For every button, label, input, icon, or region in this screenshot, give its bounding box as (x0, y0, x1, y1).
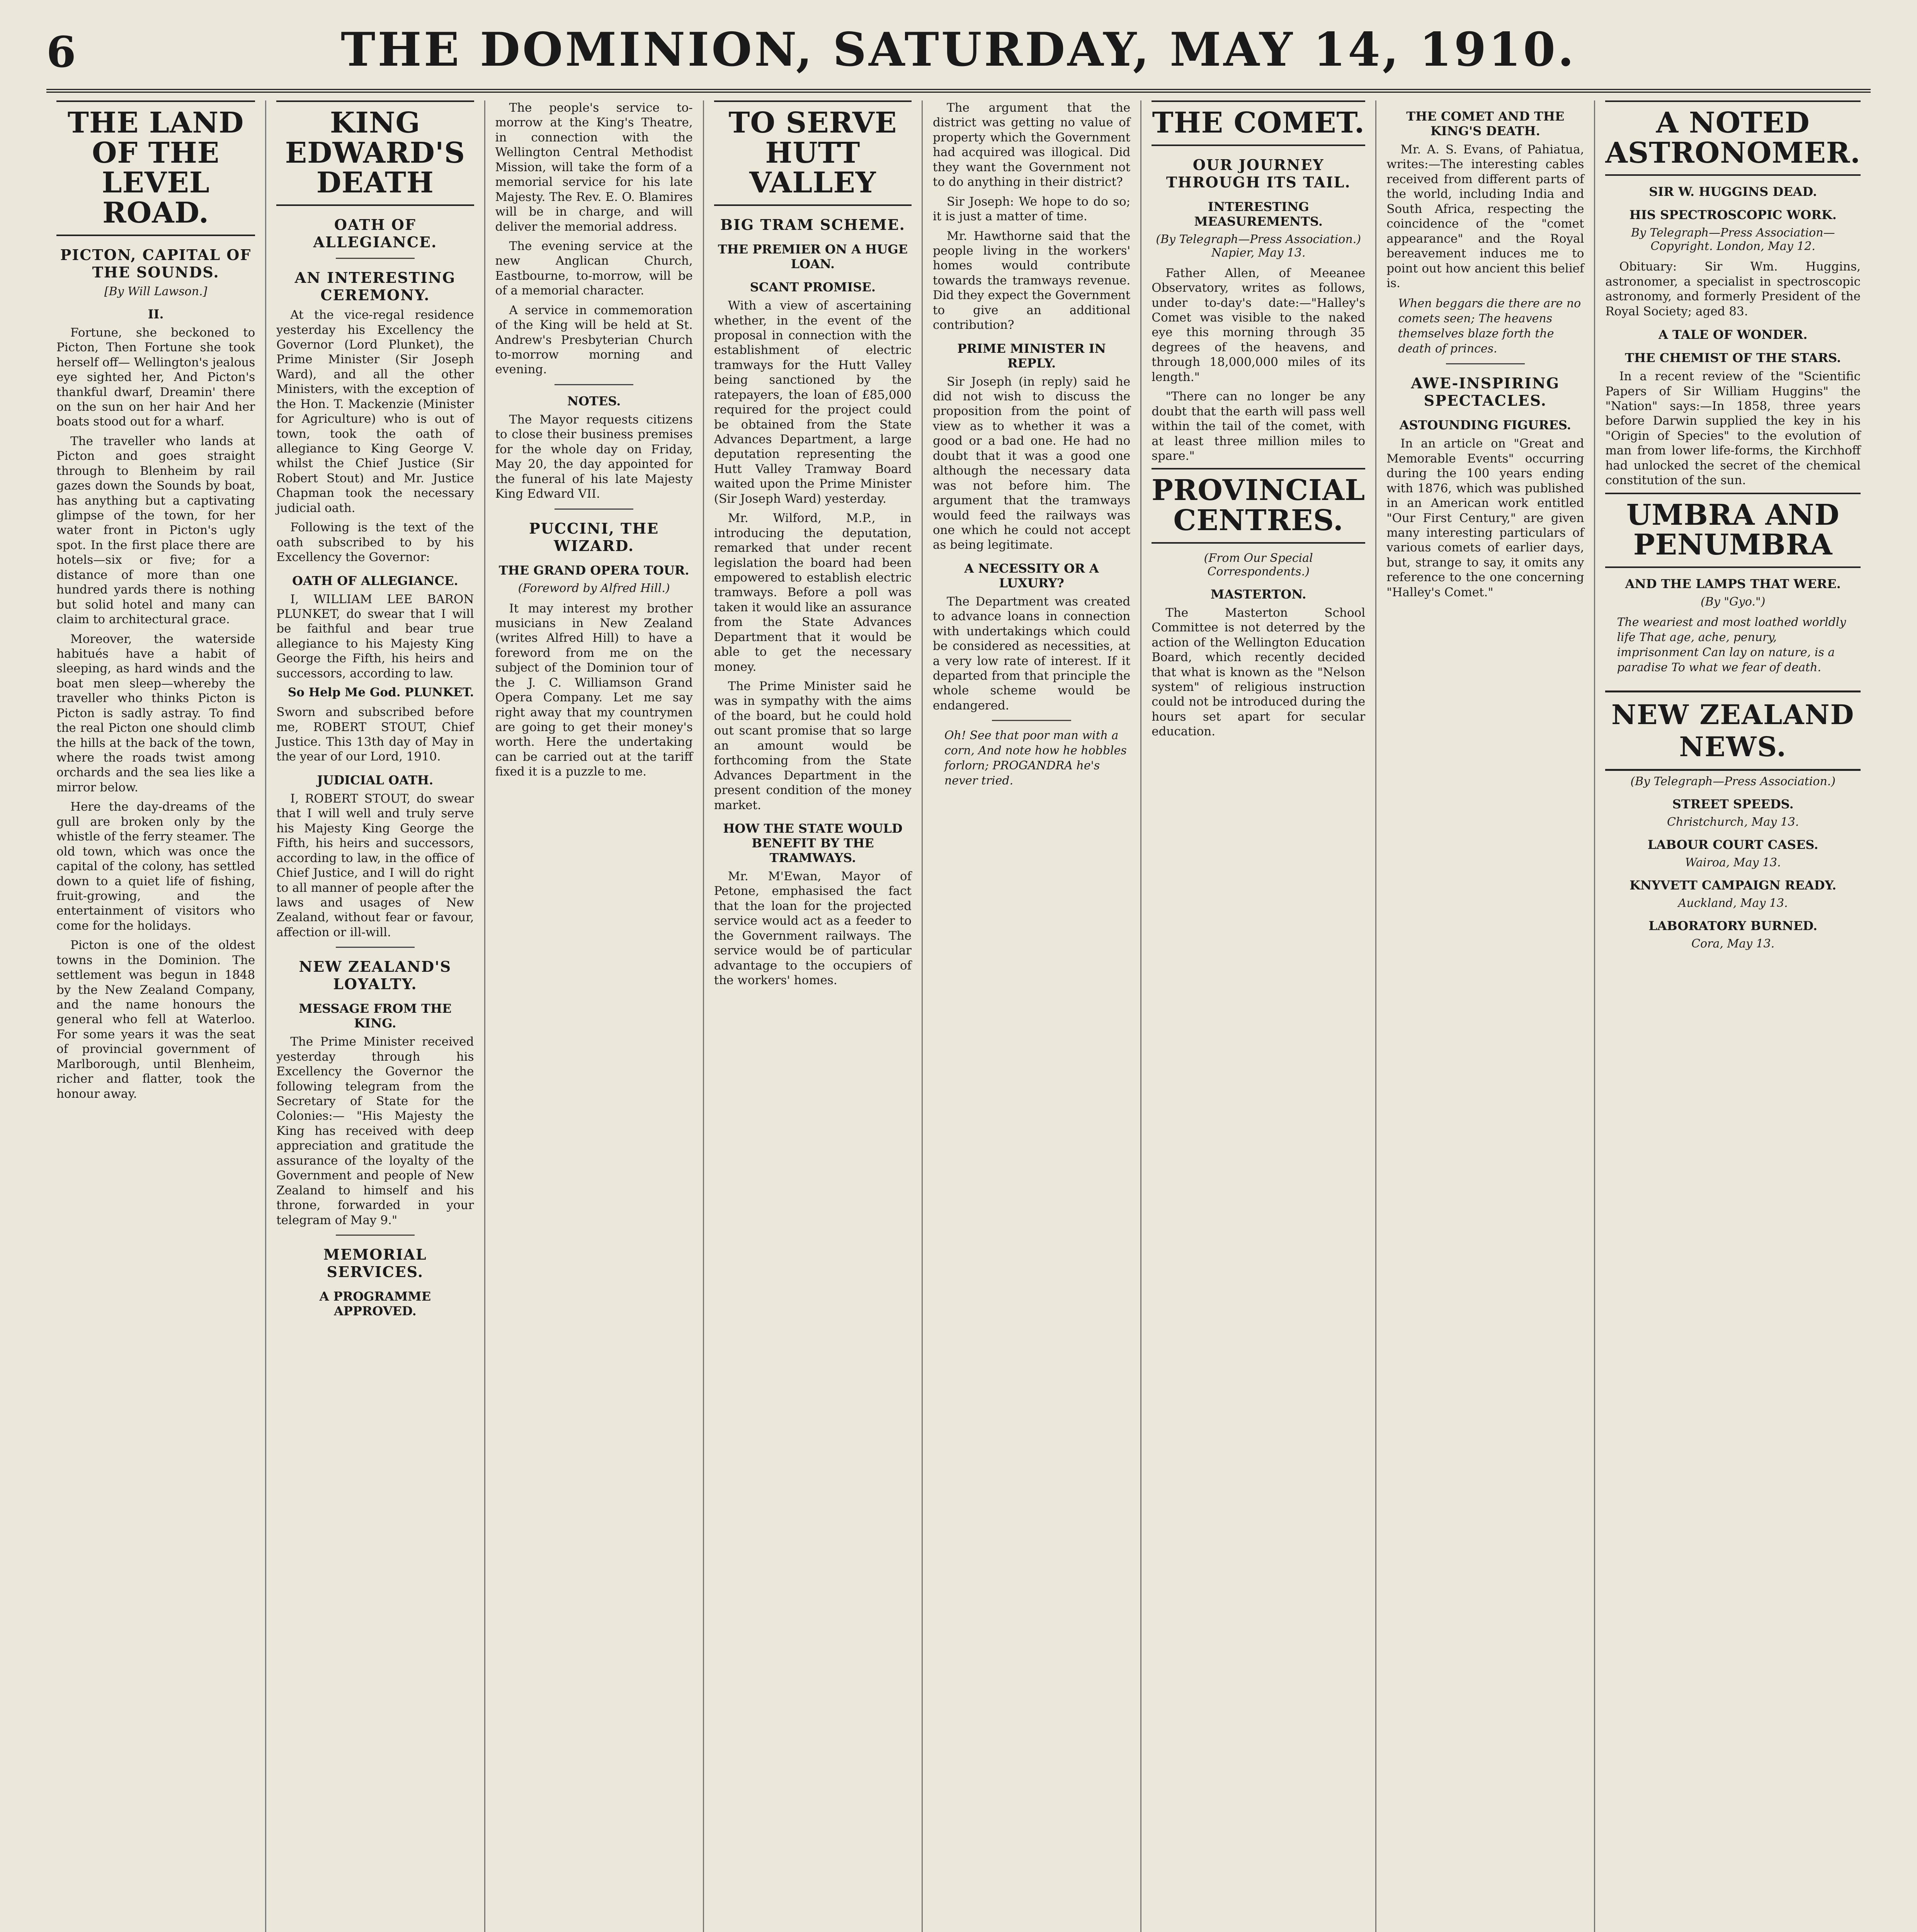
provincial-title: PROVINCIAL CENTRES. (1152, 468, 1365, 543)
paragraph: Here the day-dreams of the gull are broken only by the whistle of the ferry steamer. The old town, which was once the capital of the colony, has settled down to a quiet life of fishing, fruit-growing, and the entertainment of visitors who come for the holidays. (56, 800, 255, 933)
section-text: Mr. M'Ewan, Mayor of Petone, emphasised the fact that the loan for the projected service would act as a feeder to the Government railways. The service would be of particular advantage to the occupiers of the workers' homes. (714, 869, 912, 987)
nz-item-title: LABOUR COURT CASES. (1647, 837, 1818, 852)
nz-item-title: STREET SPEEDS. (1672, 797, 1794, 811)
paragraph: The traveller who lands at Picton and goes straight through to Blenheim by rail gazes down the Sounds by boat, has anything but a captivating glimpse of the town, for her water front in Picton's ugly spot. In the first place there are hotels—six or five; for a distance of more than one hundred yards there is nothing but solid hotel and many can claim to architectural grace. (56, 434, 255, 627)
column-memorial-and-puccini (484, 100, 703, 1932)
paragraph: The argument that the district was getting no value of property which the Government had acquired was illogical. Did they want the Government not to do anything in their district? (933, 101, 1131, 189)
headline: THE COMET. (1152, 100, 1365, 146)
paragraph: Obituary: Sir Wm. Huggins, astronomer, a specialist in spectroscopic astronomy, and formerly President of the Royal Society; aged 83. (1605, 260, 1861, 318)
judicial-oath-text: I, ROBERT STOUT, do swear that I will well and truly serve his Majesty King George the Fifth, his heirs and successors, according to law, in the office of Chief Justice, and I will do right to all manner of people after the laws and usages of New Zealand, without fear or favour, affection or ill-will. (276, 791, 474, 939)
headline: TO SERVE HUTT VALLEY (714, 100, 912, 206)
column-astronomer-umbra-news (1594, 100, 1871, 1932)
columns (46, 100, 1871, 1932)
judicial-oath-title: JUDICIAL OATH. (317, 772, 434, 787)
subhead: OATH OF ALLEGIANCE. (313, 216, 437, 251)
nz-item-title: LABORATORY BURNED. (1648, 918, 1818, 933)
column-comet-cont (1375, 100, 1594, 1932)
comet-king-title: THE COMET AND THE KING'S DEATH. (1406, 109, 1565, 138)
umbra-byline: (By "Gyo.") (1700, 595, 1766, 609)
paragraph: At the vice-regal residence yesterday his Excellency the Governor (Lord Plunket), the Prime Minister (Sir Joseph Ward), and all the other Ministers, with the exception of the Hon. T. Mackenzie (Minister for Agriculture) who is out of town, took the oath of allegiance to King George V. whilst the Chief Justice (Sir Robert Stout) and Mr. Justice Chapman took the necessary judicial oath. (276, 308, 474, 515)
subhead: THE PREMIER ON A HUGE LOAN. (718, 242, 908, 272)
section-text: The Department was created to advance loans in connection with undertakings which could be considered as necessities, at a very low rate of interest. If it departed from that principle the whole scheme would be endangered. (933, 594, 1131, 713)
umbra-subtitle: AND THE LAMPS THAT WERE. (1625, 577, 1841, 591)
nz-news-title: NEW ZEALAND NEWS. (1605, 690, 1861, 771)
comet-king-text: Mr. A. S. Evans, of Pahiatua, writes:—The interesting cables received from different parts of the world, including India and South Africa, respecting the coincidence of the "comet appearance" and the Royal bereavement induces me to point out how ancient this belief is. (1386, 143, 1584, 290)
paragraph: Mr. Wilford, M.P., in introducing the deputation, remarked that under recent legislation the board had been empowered to establish electric tramways. Before a poll was taken it would like an assurance from the State Advances Department that it would be able to get the necessary money. (714, 511, 912, 674)
subhead: INTERESTING MEASUREMENTS. (1194, 199, 1323, 229)
paragraph: Moreover, the waterside habitués have a habit of sleeping, as hard winds and the boat men sleep—whereby the traveller who thinks Picton is Picton is sadly astray. To find the real Picton one should climb the hills at the back of the town, where the roads twist among orchards and the sea lies like a mirror below. (56, 632, 255, 794)
oath-signature: So Help Me God. PLUNKET. (287, 685, 474, 700)
paragraph: "There can no longer be any doubt that the earth will pass well within the tail of the comet, with at least three million miles to spare." (1152, 389, 1366, 463)
column-land-of-level-road (46, 100, 265, 1932)
subhead: OUR JOURNEY THROUGH ITS TAIL. (1166, 156, 1351, 191)
divider (336, 1235, 415, 1236)
puccini-title: PUCCINI, THE WIZARD. (529, 519, 659, 554)
paragraph: The people's service to-morrow at the King's Theatre, in connection with the Wellington Central Methodist Mission, will take the form of a memorial service for his late Majesty. The Rev. E. O. Blamires will be in charge, and will deliver the memorial address. (495, 101, 693, 234)
puccini-byline: (Foreword by Alfred Hill.) (518, 581, 670, 595)
subhead: PICTON, CAPITAL OF THE SOUNDS. (60, 246, 252, 281)
awe-title: AWE-INSPIRING SPECTACLES. (1411, 374, 1560, 410)
divider (555, 384, 634, 385)
paragraph: Sir Joseph: We hope to do so; it is just a matter of time. (933, 194, 1131, 224)
provincial-subtitle: (From Our Special Correspondents.) (1204, 551, 1313, 578)
oath-sworn: Sworn and subscribed before me, ROBERT STOUT, Chief Justice. This 13th day of May in the year of our Lord, 1910. (276, 705, 474, 764)
subhead: SIR W. HUGGINS DEAD. (1649, 184, 1817, 199)
nz-item-dateline: Cora, May 13. (1691, 937, 1775, 951)
paragraph: With a view of ascertaining whether, in the event of the proposal in connection with the establishment of electric tramways for the Hutt Valley being sanctioned by the ratepayers, the loan of £85,000 required for the project could be obtained from the State Advances Department, a large deputation representing the Hutt Valley Tramway Board waited upon the Prime Minister (Sir Joseph Ward) yesterday. (714, 299, 912, 506)
paragraph: Following is the text of the oath subscribed to by his Excellency the Governor: (276, 520, 474, 565)
memorial-subtitle: A PROGRAMME APPROVED. (319, 1289, 431, 1318)
dateline: (By Telegraph—Press Association.) Napier, May 13. (1156, 232, 1361, 260)
loyalty-text: The Prime Minister received yesterday through his Excellency the Governor the following telegram from the Secretary of State for the Colonies:— "His Majesty the King has received with deep appreciation and gratitude the assurance of the loyalty of the Government and people of New Zealand to himself and his throne, forwarded in your telegram of May 9." (276, 1035, 474, 1227)
dateline: By Telegraph—Press Association—Copyright. London, May 12. (1631, 226, 1835, 253)
byline: [By Will Lawson.] (104, 284, 208, 298)
shakespeare-verse: When beggars die there are no comets seen; The heavens themselves blaze forth the death of princes. (1398, 297, 1581, 356)
column-comet (1140, 100, 1375, 1932)
paragraph: The evening service at the new Anglican Church, Eastbourne, to-morrow, will be of a memorial character. (495, 239, 693, 298)
wonder-text: In a recent review of the "Scientific Papers of Sir William Huggins" the "Nation" says:—In 1858, three years before Darwin supplied the key in his "Origin of Species" to the evolution of man from lower life-forms, the Kirchhoff had unlocked the secret of the chemical constitution of the sun. (1605, 369, 1861, 488)
nz-item-dateline: Wairoa, May 13. (1685, 856, 1781, 869)
umbra-verse: The weariest and most loathed worldly life That age, ache, penury, imprisonment Can lay on nature, is a paradise To what we fear of death. (1617, 616, 1846, 674)
column-hutt-valley-cont (922, 100, 1140, 1932)
subhead: BIG TRAM SCHEME. (720, 216, 905, 234)
paragraph: Fortune, she beckoned to Picton, Then Fortune she took herself off— Wellington's jealous eye sighted her, And Picton's thankful dwarf, Dreamin' there on the sun on her hair And her boats stood out for a wharf. (56, 325, 255, 429)
nz-news-subtitle: (By Telegraph—Press Association.) (1630, 775, 1836, 788)
puccini-subtitle: THE GRAND OPERA TOUR. (498, 563, 689, 578)
awe-subtitle: ASTOUNDING FIGURES. (1399, 418, 1571, 433)
nz-item-title: KNYVETT CAMPAIGN READY. (1630, 878, 1837, 893)
headline: THE LAND OF THE LEVEL ROAD. (56, 100, 255, 236)
umbra-title: UMBRA AND PENUMBRA (1605, 493, 1861, 568)
headline: A NOTED ASTRONOMER. (1605, 100, 1861, 176)
wonder-subtitle: THE CHEMIST OF THE STARS. (1625, 350, 1841, 366)
paragraph: The Prime Minister said he was in sympathy with the aims of the board, but he could hold out scant promise that so large an amount would be forthcoming from the State Advances Department in the present condition of the money market. (714, 679, 912, 812)
newspaper-title: THE DOMINION, SATURDAY, MAY 14, 1910. (341, 22, 1576, 77)
masterton-text: The Masterton School Committee is not deterred by the action of the Wellington Education Board, which recently decided that what is known as the "Nelson system" of religious instruction could not be introduced during the hours set apart for secular education. (1152, 605, 1366, 739)
headline: KING EDWARD'S DEATH (276, 100, 474, 206)
column-king-edwards-death (265, 100, 484, 1932)
nz-item-dateline: Christchurch, May 13. (1667, 815, 1799, 829)
divider (336, 947, 415, 948)
paragraph: A service in commemoration of the King will be held at St. Andrew's Presbyterian Church to-morrow morning and evening. (495, 303, 693, 377)
loyalty-title: NEW ZEALAND'S LOYALTY. (299, 958, 452, 993)
subhead: HIS SPECTROSCOPIC WORK. (1629, 207, 1837, 223)
masterton-title: MASTERTON. (1210, 587, 1306, 602)
subhead: SCANT PROMISE. (750, 280, 876, 295)
divider (336, 258, 415, 259)
divider (992, 720, 1071, 721)
loyalty-subtitle: MESSAGE FROM THE KING. (299, 1001, 452, 1031)
memorial-title: MEMORIAL SERVICES. (323, 1245, 427, 1281)
divider (555, 509, 634, 510)
masthead (46, 15, 1871, 93)
paragraph: Picton is one of the oldest towns in the Dominion. The settlement was begun in 1848 by the New Zealand Company, and the name honours the general who fell at Waterloo. For some years it was the seat of provincial government of Marlborough, until Blenheim, richer and flatter, took the honour away. (56, 938, 255, 1101)
advert-verse: Oh! See that poor man with a corn, And note how he hobbles forlorn; PROGANDRA he's never tried. (944, 729, 1127, 788)
section-number: II. (148, 306, 164, 321)
column-hutt-valley (703, 100, 922, 1932)
section-heading: A NECESSITY OR A LUXURY? (964, 561, 1099, 590)
section-text: Sir Joseph (in reply) said he did not wish to discuss the proposition from the point of view as to whether it was a good or a bad one. He had no doubt that it was a good one although the necessary data was not before him. The argument that the tramways would feed the railways was one which he could not accept as being legitimate. (933, 374, 1131, 552)
paragraph: Mr. Hawthorne said that the people living in the workers' homes would contribute towards the tramways revenue. Did they expect the Government to give an additional contribution? (933, 229, 1131, 332)
nz-item-dateline: Auckland, May 13. (1678, 896, 1788, 910)
notes-title: NOTES. (567, 393, 621, 408)
divider (1446, 363, 1525, 364)
page-number: 6 (46, 27, 76, 77)
subhead: AN INTERESTING CEREMONY. (294, 269, 456, 304)
section-heading: HOW THE STATE WOULD BENEFIT BY THE TRAMWAYS. (723, 821, 903, 865)
oath-text: I, WILLIAM LEE BARON PLUNKET, do swear that I will be faithful and bear true allegiance to his Majesty King George the Fifth, his heirs and successors, according to law. (276, 592, 474, 680)
section-heading: PRIME MINISTER IN REPLY. (957, 341, 1106, 371)
paragraph: Father Allen, of Meeanee Observatory, writes as follows, under to-day's date:—"Halley's Comet was visible to the naked eye this morning through 35 degrees of the heavens, and through 18,000,000 miles of its length." (1152, 266, 1366, 384)
notes-text: The Mayor requests citizens to close their business premises for the whole day on Friday, May 20, the day appointed for the funeral of his late Majesty King Edward VII. (495, 412, 693, 501)
awe-text: In an article on "Great and Memorable Events" occurring during the 100 years ending with 1876, which was published in an American work entitled "Our First Century," are given many interesting particulars of various comets of earlier days, but, strange to say, it omits any reference to the one concerning "Halley's Comet." (1386, 437, 1584, 599)
puccini-text: It may interest my brother musicians in New Zealand (writes Alfred Hill) to have a foreword from me on the subject of the Dominion tour of the J. C. Williamson Grand Opera Company. Let me say right away that my countrymen are going to get their money's worth. Here the undertaking can be carried out at the tariff fixed it is a puzzle to me. (495, 601, 693, 779)
oath-title: OATH OF ALLEGIANCE. (292, 573, 458, 588)
wonder-title: A TALE OF WONDER. (1658, 327, 1808, 342)
